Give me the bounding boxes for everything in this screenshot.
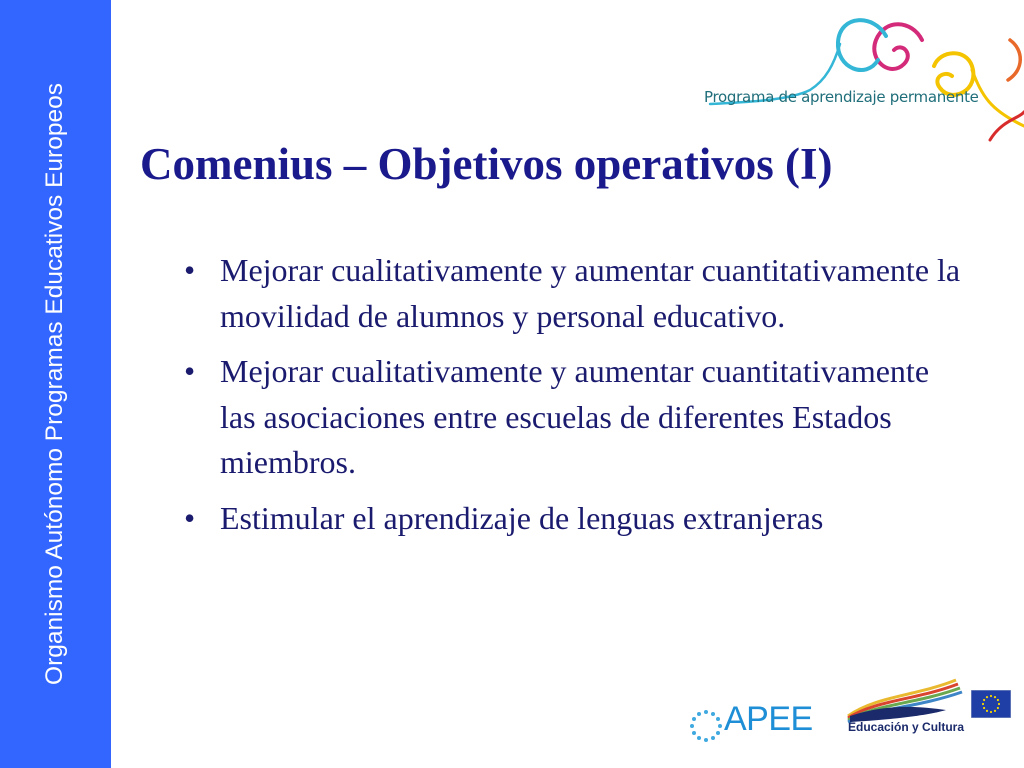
bullet-text: Mejorar cualitativamente y aumentar cuantitativamente la movilidad de alumnos y personal educativo.	[220, 252, 961, 334]
sidebar	[0, 0, 111, 768]
slide-title: Comenius – Objetivos operativos (I)	[140, 139, 833, 189]
bullet-marker: •	[184, 353, 196, 389]
lifelong-learning-logo-text: Programa de aprendizaje permanente	[704, 88, 979, 106]
apee-logo-text: APEE	[724, 700, 813, 738]
eu-flag-icon	[971, 690, 1011, 718]
footer-logos	[680, 670, 1024, 768]
bullet-list	[184, 248, 964, 551]
sidebar-organization-name: Organismo Autónomo Programas Educativos Europeos	[41, 83, 68, 685]
bullet-text: Estimular el aprendizaje de lenguas extranjeras	[220, 499, 824, 536]
education-culture-swoosh-icon	[846, 676, 966, 726]
spiral-swirls-icon	[690, 0, 1024, 150]
education-culture-text: Educación y Cultura	[848, 720, 965, 734]
lifelong-learning-logo	[690, 0, 1024, 150]
bullet-item	[184, 496, 964, 542]
bullet-marker: •	[184, 252, 196, 288]
bullet-item	[184, 248, 964, 339]
bullet-marker: •	[184, 499, 196, 536]
bullet-text: Mejorar cualitativamente y aumentar cuantitativamente las asociaciones entre escuelas de diferentes Estados miembros.	[220, 353, 930, 480]
apee-ring-icon	[686, 706, 726, 746]
bullet-item	[184, 349, 964, 486]
